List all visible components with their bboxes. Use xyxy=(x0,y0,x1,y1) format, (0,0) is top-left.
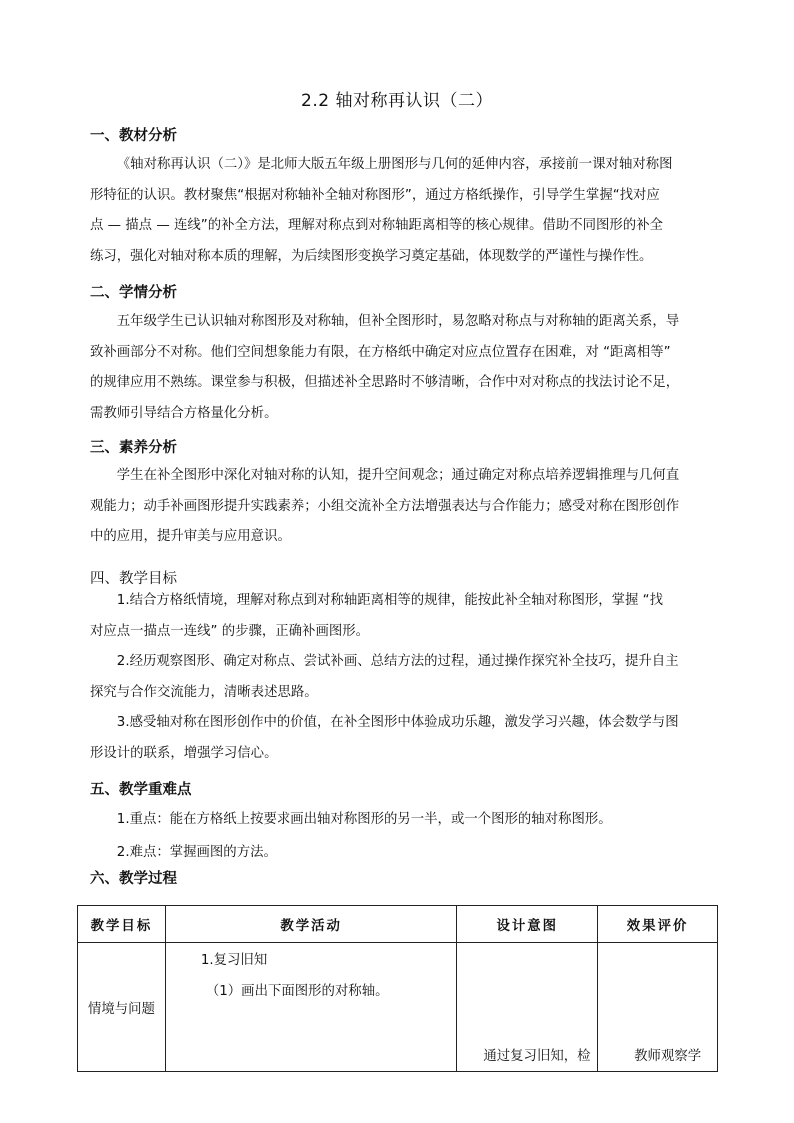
section-heading-teaching-process: 六、教学过程 xyxy=(90,871,177,887)
text-line: 对应点一描点一连线” 的步骤，正确补画图形。 xyxy=(90,623,370,639)
text-line: 探究与合作交流能力，清晰表述思路。 xyxy=(90,684,318,700)
text-line: 五年级学生已认识轴对称图形及对称轴，但补全图形时，易忽略对称点与对称轴的距离关系，导 xyxy=(116,314,680,329)
section-heading-teaching-goals: 四、教学目标 xyxy=(90,571,177,587)
text-line: 3.感受轴对称在图形创作中的价值，在补全图形中体验成功乐趣，激发学习兴趣，体会数学与图 xyxy=(116,715,679,730)
header-evaluation: 效果评价 xyxy=(598,906,718,943)
text-line: 形设计的联系，增强学习信心。 xyxy=(90,745,278,761)
text-line: 点 — 描点 — 连线”的补全方法，理解对称点到对称轴距离相等的核心规律。借助不同图形的补全 xyxy=(90,218,663,233)
text-line: 2.经历观察图形、确定对称点、尝试补画、总结方法的过程，通过操作探究补全技巧，提升自主 xyxy=(116,654,679,669)
text-line: 练习，强化对轴对称本质的理解，为后续图形变换学习奠定基础，体现数学的严谨性与操作性。 xyxy=(90,248,653,264)
header-intent: 设计意图 xyxy=(457,906,598,943)
section-heading-analysis-material: 一、教材分析 xyxy=(90,128,177,144)
paragraph-difficult-point: 2.难点：掌握画图的方法。 xyxy=(116,845,277,860)
text-line: 致补画部分不对称。他们空间想象能力有限，在方格纸中确定对应点位置存在困难，对 “距离相等” xyxy=(90,344,671,360)
activity-subitem-draw-axis: （1）画出下面图形的对称轴。 xyxy=(205,984,389,999)
cell-activity xyxy=(165,943,457,1072)
text-line: 观能力；动手补画图形提升实践素养；小组交流补全方法增强表达与合作能力；感受对称在图形创作 xyxy=(90,498,680,514)
evaluation-text: 教师观察学 xyxy=(634,1049,702,1064)
paragraph-student-analysis xyxy=(90,307,704,429)
paragraph-goal-2 xyxy=(90,647,704,708)
text-line: 的规律应用不熟练。课堂参与积极，但描述补全思路时不够清晰，合作中对对称点的找法讨论不足， xyxy=(90,375,680,390)
paragraph-literacy-analysis xyxy=(90,461,704,553)
text-line: 学生在补全图形中深化对轴对称的认知，提升空间观念；通过确定对称点培养逻辑推理与几何直 xyxy=(116,468,680,483)
cell-evaluation xyxy=(598,943,718,1072)
header-goal: 教学目标 xyxy=(78,906,166,943)
text-line: 需教师引导结合方格量化分析。 xyxy=(90,405,278,421)
cell-intent xyxy=(457,943,598,1072)
section-heading-literacy-analysis: 三、素养分析 xyxy=(90,440,177,456)
table-row xyxy=(78,943,718,1072)
teaching-process-table xyxy=(77,905,718,1072)
paragraph-goal-3 xyxy=(90,708,704,769)
header-activity: 教学活动 xyxy=(165,906,457,943)
text-line: 形特征的认识。教材聚焦“根据对称轴补全轴对称图形”，通过方格纸操作，引导学生掌握“找对应 xyxy=(90,187,660,203)
text-line: 中的应用，提升审美与应用意识。 xyxy=(90,529,291,544)
activity-item-review: 1.复习旧知 xyxy=(200,953,268,968)
text-line: 1.结合方格纸情境，理解对称点到对称轴距离相等的规律，能按此补全轴对称图形，掌握 “找 xyxy=(116,593,663,608)
intent-text: 通过复习旧知，检 xyxy=(483,1049,591,1064)
paragraph-goal-1 xyxy=(90,586,704,647)
paragraph-key-point: 1.重点：能在方格纸上按要求画出轴对称图形的另一半，或一个图形的轴对称图形。 xyxy=(116,812,612,827)
page-title: 2.2 轴对称再认识（二） xyxy=(301,91,493,111)
section-heading-student-analysis: 二、学情分析 xyxy=(90,285,177,301)
paragraph-material-analysis xyxy=(90,150,704,272)
table-header-row xyxy=(78,906,718,943)
text-line: 《轴对称再认识（二）》是北师大版五年级上册图形与几何的延伸内容，承接前一课对轴对称图 xyxy=(116,157,673,172)
section-heading-key-points: 五、教学重难点 xyxy=(90,782,192,798)
cell-goal: 情境与问题 xyxy=(78,943,166,1072)
